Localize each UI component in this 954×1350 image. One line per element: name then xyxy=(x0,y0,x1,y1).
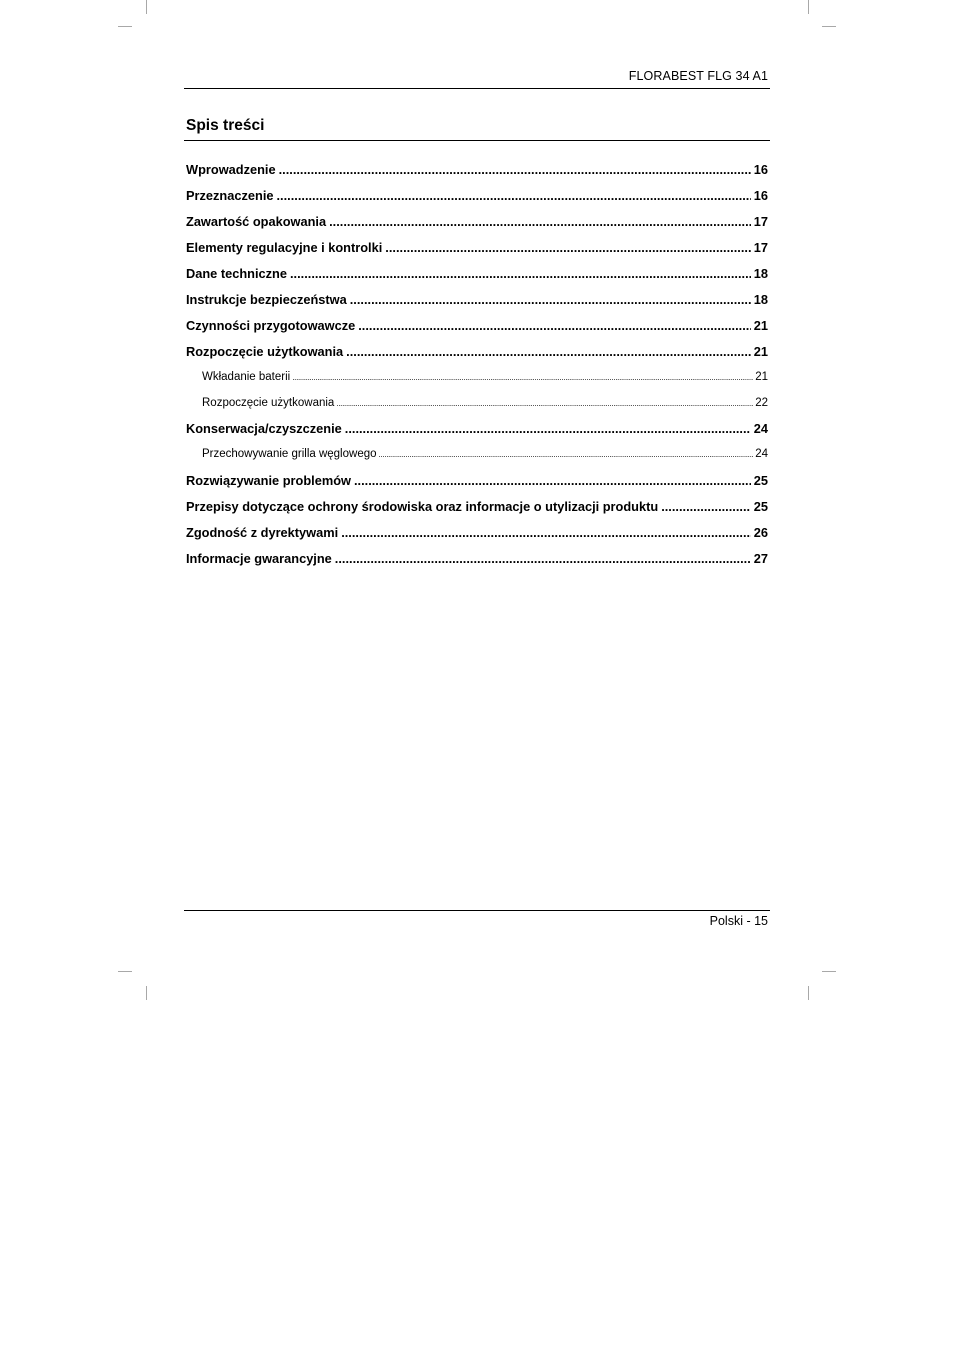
toc-entry-page: 18 xyxy=(753,292,768,307)
toc-entry[interactable] xyxy=(186,261,768,287)
toc-entry-label: Konserwacja/czyszczenie xyxy=(186,421,342,436)
dot-leader xyxy=(346,339,751,365)
toc-entry-label: Przechowywanie grilla węglowego xyxy=(202,448,377,460)
toc-entry[interactable] xyxy=(186,546,768,572)
toc-subentry[interactable] xyxy=(186,365,768,391)
crop-mark xyxy=(822,971,836,972)
dot-leader xyxy=(341,520,751,546)
toc-entry-page: 16 xyxy=(753,188,768,203)
toc-entry-label: Rozpoczęcie użytkowania xyxy=(186,344,344,359)
crop-mark xyxy=(146,986,147,1000)
toc-entry-label: Wprowadzenie xyxy=(186,162,276,177)
toc-title: Spis treści xyxy=(186,117,265,134)
toc-entry-label: Rozwiązywanie problemów xyxy=(186,472,351,488)
toc-entry-label: Czynności przygotowawcze xyxy=(186,318,356,333)
toc-entry-label: Instrukcje bezpieczeństwa xyxy=(186,292,347,307)
toc-entry-page: 21 xyxy=(753,344,768,359)
dot-leader xyxy=(385,235,750,261)
footer-rule xyxy=(184,910,770,911)
toc-entry-page: 26 xyxy=(753,524,768,540)
dot-leader xyxy=(277,183,751,209)
toc-entry-label: Wkładanie baterii xyxy=(202,371,291,383)
dot-leader xyxy=(350,287,751,313)
dot-leader xyxy=(292,365,753,391)
page-number: Polski - 15 xyxy=(709,914,768,928)
toc-entry-label: Elementy regulacyjne i kontrolki xyxy=(186,240,383,255)
dot-leader xyxy=(279,157,751,183)
toc-entry[interactable] xyxy=(186,468,768,494)
toc-entry[interactable] xyxy=(186,287,768,313)
toc-entry-page: 25 xyxy=(753,498,768,514)
dot-leader xyxy=(290,261,751,287)
toc-entry-label: Przepisy dotyczące ochrony środowiska oraz informacje o utylizacji produktu xyxy=(186,498,659,514)
toc-entry-page: 22 xyxy=(755,396,768,409)
dot-leader xyxy=(335,546,751,572)
crop-mark xyxy=(118,26,132,27)
dot-leader xyxy=(329,209,751,235)
toc-entry-page: 24 xyxy=(755,448,768,460)
dot-leader xyxy=(358,313,751,339)
toc-subentry[interactable] xyxy=(186,442,768,468)
toc-entry-label: Zgodność z dyrektywami xyxy=(186,524,339,540)
toc-entry[interactable] xyxy=(186,339,768,365)
toc-entry[interactable] xyxy=(186,313,768,339)
dot-leader xyxy=(336,391,753,417)
dot-leader xyxy=(661,494,751,520)
crop-mark xyxy=(822,26,836,27)
toc-entry-page: 24 xyxy=(753,421,768,436)
toc-entry[interactable] xyxy=(186,494,768,520)
page-header: FLORABEST FLG 34 A1 xyxy=(628,69,768,83)
toc-entry-page: 21 xyxy=(755,371,768,383)
toc-entry-label: Rozpoczęcie użytkowania xyxy=(202,396,335,409)
table-of-contents xyxy=(186,157,768,572)
toc-entry[interactable] xyxy=(186,183,768,209)
title-rule xyxy=(184,140,770,141)
toc-entry-label: Zawartość opakowania xyxy=(186,214,327,229)
toc-subentry[interactable] xyxy=(186,391,768,417)
toc-entry[interactable] xyxy=(186,416,768,442)
toc-entry[interactable] xyxy=(186,235,768,261)
crop-mark xyxy=(118,971,132,972)
toc-entry-page: 27 xyxy=(753,550,768,566)
toc-entry-page: 21 xyxy=(753,318,768,333)
crop-mark xyxy=(808,986,809,1000)
toc-entry-page: 17 xyxy=(753,214,768,229)
crop-mark xyxy=(146,0,147,14)
toc-entry[interactable] xyxy=(186,157,768,183)
toc-entry-page: 16 xyxy=(753,162,768,177)
dot-leader xyxy=(354,468,751,494)
header-rule xyxy=(184,88,770,89)
toc-entry-label: Informacje gwarancyjne xyxy=(186,550,332,566)
dot-leader xyxy=(379,442,754,468)
crop-mark xyxy=(808,0,809,14)
toc-entry-label: Dane techniczne xyxy=(186,266,287,281)
toc-entry-page: 17 xyxy=(753,240,768,255)
toc-entry-page: 18 xyxy=(753,266,768,281)
toc-entry-page: 25 xyxy=(753,472,768,488)
dot-leader xyxy=(345,416,751,442)
toc-entry-label: Przeznaczenie xyxy=(186,188,274,203)
toc-entry[interactable] xyxy=(186,520,768,546)
toc-entry[interactable] xyxy=(186,209,768,235)
